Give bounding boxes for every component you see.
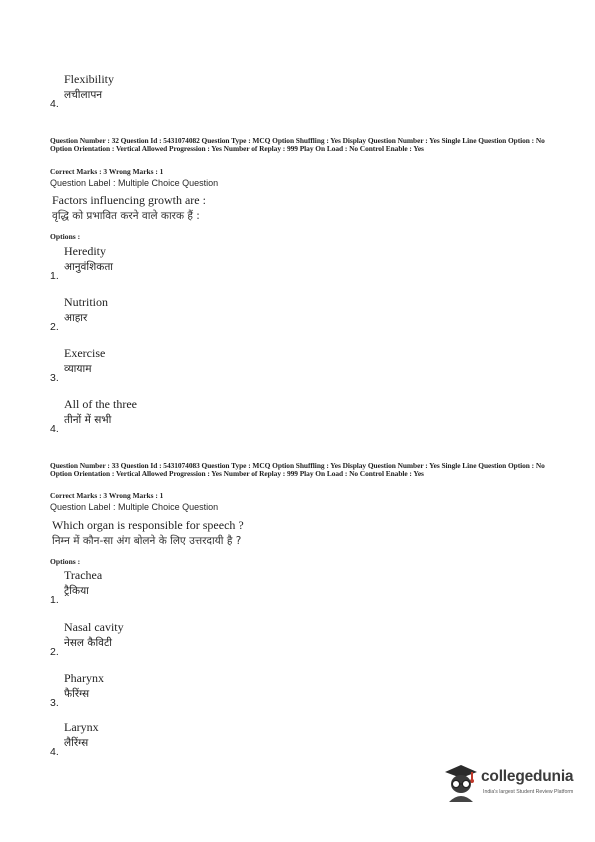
option-text-hi: तीनों में सभी bbox=[64, 414, 112, 426]
question-text-hi: निम्न में कौन-सा अंग बोलने के लिए उत्तरदायी है ? bbox=[52, 535, 242, 547]
option-text-hi: नेसल कैविटी bbox=[64, 637, 113, 649]
option-text-hi: लैरिंग्स bbox=[64, 737, 89, 749]
brand-name: collegedunia bbox=[481, 768, 574, 785]
collegedunia-logo bbox=[441, 762, 581, 804]
option-text-en: Nutrition bbox=[64, 295, 108, 309]
option-text-en: Nasal cavity bbox=[64, 620, 124, 634]
option-text-hi: फैरिंग्स bbox=[64, 688, 90, 700]
option-number: 1. bbox=[50, 594, 59, 606]
question-marks: Correct Marks : 3 Wrong Marks : 1 bbox=[50, 491, 164, 500]
option-text-hi: व्यायाम bbox=[64, 363, 92, 375]
question-meta: Question Number : 33 Question Id : 5431074083 Question Type : MCQ Option Shuffling : Yes Display Question Number : Yes Single Line Question Option : No Option Orientation : Vertical Allowed Progression : Yes Number of Replay : 999 Play On Load : No Control Enable : Yes bbox=[50, 461, 545, 479]
option-text-en: Pharynx bbox=[64, 671, 104, 685]
brand-tagline: India's largest Student Review Platform bbox=[483, 789, 574, 795]
options-heading: Options : bbox=[50, 232, 81, 241]
option-number: 2. bbox=[50, 321, 59, 333]
question-text-hi: वृद्धि को प्रभावित करने वाले कारक हैं : bbox=[52, 210, 200, 222]
question-text-en: Factors influencing growth are : bbox=[52, 193, 206, 207]
option-text-hi: आनुवंशिकता bbox=[64, 261, 114, 273]
option-text-hi: ट्रैकिया bbox=[64, 585, 89, 597]
option-number: 4. bbox=[50, 98, 59, 110]
option-number: 3. bbox=[50, 372, 59, 384]
option-number: 3. bbox=[50, 697, 59, 709]
question-meta: Question Number : 32 Question Id : 5431074082 Question Type : MCQ Option Shuffling : Yes Display Question Number : Yes Single Line Question Option : No Option Orientation : Vertical Allowed Progression : Yes Number of Replay : 999 Play On Load : No Control Enable : Yes bbox=[50, 136, 545, 154]
graduate-mascot-icon bbox=[441, 762, 481, 804]
option-number: 4. bbox=[50, 423, 59, 435]
option-text-hi: आहार bbox=[64, 312, 88, 324]
question-label: Question Label : Multiple Choice Question bbox=[50, 502, 219, 512]
option-text-en: Exercise bbox=[64, 346, 106, 360]
options-heading: Options : bbox=[50, 557, 81, 566]
question-label: Question Label : Multiple Choice Question bbox=[50, 178, 219, 188]
option-number: 2. bbox=[50, 646, 59, 658]
option-text-en: Trachea bbox=[64, 568, 103, 582]
option-text-hi: लचीलापन bbox=[64, 89, 103, 101]
question-marks: Correct Marks : 3 Wrong Marks : 1 bbox=[50, 167, 164, 176]
option-text-en: All of the three bbox=[64, 397, 137, 411]
option-number: 4. bbox=[50, 746, 59, 758]
option-text-en: Larynx bbox=[64, 720, 99, 734]
option-text-en: Flexibility bbox=[64, 72, 115, 86]
option-text-en: Heredity bbox=[64, 244, 106, 258]
option-number: 1. bbox=[50, 270, 59, 282]
question-text-en: Which organ is responsible for speech ? bbox=[52, 518, 244, 532]
